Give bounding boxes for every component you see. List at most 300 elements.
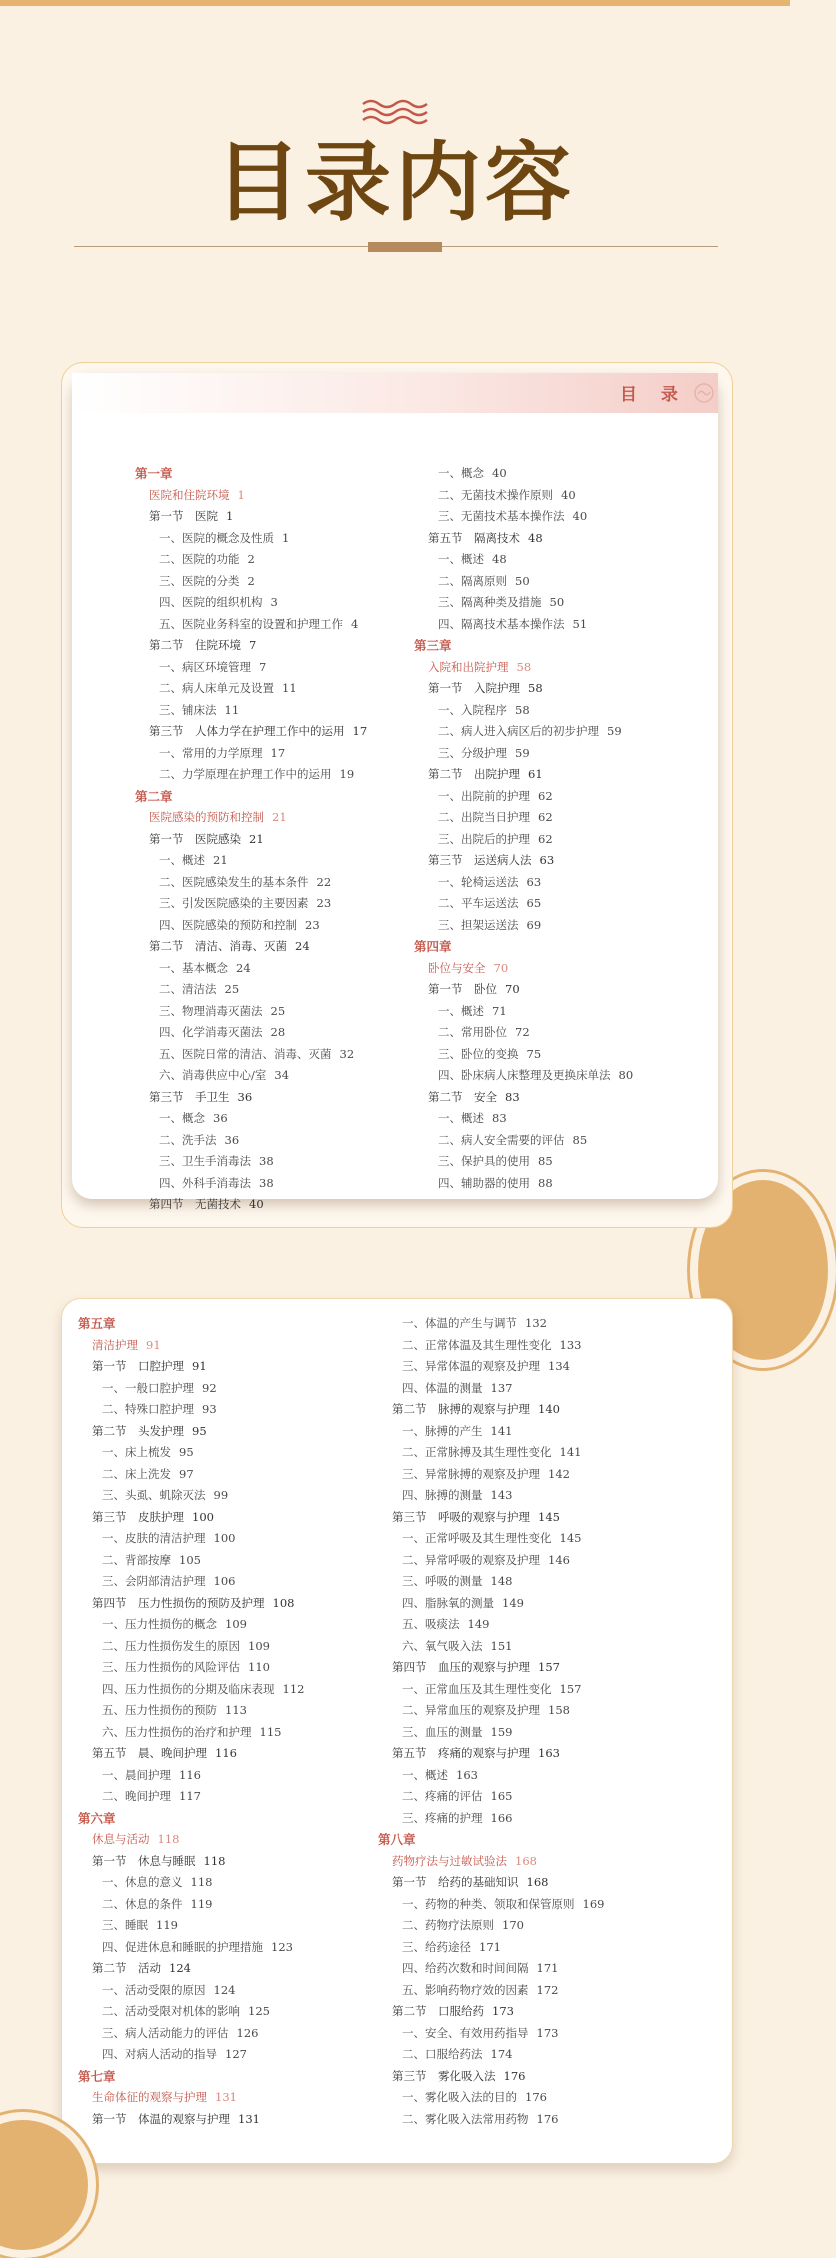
toc-page-number: 40: [249, 1197, 264, 1211]
toc-section-entry[interactable]: [78, 1958, 304, 1980]
toc-item-entry[interactable]: [378, 1722, 604, 1744]
toc-entry-text: 三、会阴部清洁护理: [102, 1574, 206, 1588]
toc-page-number: 23: [316, 896, 332, 910]
toc-item-entry[interactable]: [78, 1722, 304, 1744]
toc-page-number: 62: [538, 810, 553, 824]
toc-entry-text: 四、脂脉氧的测量: [402, 1595, 494, 1610]
toc-section-entry[interactable]: [414, 764, 633, 786]
toc-entry-text: 四、化学消毒灭菌法: [159, 1025, 263, 1039]
toc-item-entry[interactable]: [378, 1313, 604, 1335]
toc-item-entry[interactable]: [78, 1700, 304, 1722]
toc-page-number: 145: [559, 1531, 582, 1545]
toc-entry-text: 二、平车运送法: [438, 896, 519, 910]
toc-entry-text: 五、影响药物疗效的因素: [402, 1982, 529, 1997]
toc-item-entry[interactable]: [414, 549, 633, 571]
toc-item-entry[interactable]: [378, 1700, 604, 1722]
toc-item-entry[interactable]: [378, 2109, 604, 2131]
toc-item-entry[interactable]: [378, 1937, 604, 1959]
toc-item-entry[interactable]: [135, 1001, 367, 1023]
toc-entry-text: 第四节 血压的观察与护理: [392, 1660, 530, 1674]
toc-chapter-heading[interactable]: [78, 2066, 304, 2088]
toc-page-number: 99: [213, 1488, 229, 1502]
toc-entry-text: 六、压力性损伤的治疗和护理: [102, 1724, 252, 1739]
toc-section-entry[interactable]: [78, 1356, 304, 1378]
toc-item-entry[interactable]: [135, 1022, 367, 1044]
toc-entry-text: 二、无菌技术操作原则: [438, 487, 553, 502]
toc-item-entry[interactable]: [135, 678, 367, 700]
toc-entry-text: 一、安全、有效用药指导: [402, 2025, 529, 2040]
toc-chapter-heading[interactable]: [414, 635, 633, 657]
toc-entry-text: 三、医院的分类: [159, 573, 240, 588]
toc-entry-text: 一、脉搏的产生: [402, 1423, 483, 1438]
toc-entry-text: 五、压力性损伤的预防: [102, 1703, 217, 1717]
toc-item-entry[interactable]: [78, 1528, 304, 1550]
toc-entry-text: 一、压力性损伤的概念: [102, 1617, 217, 1631]
toc-page-number: 146: [548, 1552, 570, 1567]
toc-entry-text: 一、正常呼吸及其生理性变化: [402, 1531, 552, 1545]
toc-entry-text: 二、常用卧位: [438, 1025, 507, 1039]
toc-chapter-title[interactable]: [414, 958, 633, 980]
toc-entry-text: 第三节 运送病人法: [428, 853, 532, 867]
toc-item-entry[interactable]: [378, 1378, 604, 1400]
toc-section-entry[interactable]: [78, 1421, 304, 1443]
toc-entry-text: 三、疼痛的护理: [402, 1810, 483, 1825]
toc-page-number: 63: [526, 874, 542, 889]
toc-page-number: 24: [295, 939, 310, 953]
toc-column-left: [135, 463, 367, 1216]
toc-page-number: 151: [490, 1638, 513, 1653]
toc-page-number: 157: [538, 1660, 560, 1674]
toc-page-number: 93: [202, 1402, 217, 1416]
toc-section-entry[interactable]: [378, 1399, 604, 1421]
toc-item-entry[interactable]: [135, 1044, 367, 1066]
toc-page-number: 159: [490, 1724, 513, 1739]
toc-item-entry[interactable]: [414, 1108, 633, 1130]
toc-section-entry[interactable]: [135, 506, 367, 528]
toc-item-entry[interactable]: [378, 1894, 604, 1916]
toc-page-number: 172: [536, 1982, 559, 1997]
toc-entry-text: 二、背部按摩: [102, 1552, 171, 1567]
toc-page-number: 63: [539, 853, 555, 867]
toc-page-number: 119: [190, 1896, 213, 1911]
toc-item-entry[interactable]: [78, 1937, 304, 1959]
toc-entry-text: 一、一般口腔护理: [102, 1380, 194, 1395]
toc-entry-text: 三、异常体温的观察及护理: [402, 1359, 540, 1373]
toc-entry-text: 二、雾化吸入法常用药物: [402, 2111, 529, 2126]
toc-item-entry[interactable]: [78, 1485, 304, 1507]
toc-section-entry[interactable]: [378, 2001, 604, 2023]
toc-item-entry[interactable]: [78, 1571, 304, 1593]
toc-page-number: 65: [526, 896, 542, 910]
toc-entry-text: 二、异常呼吸的观察及护理: [402, 1552, 540, 1567]
toc-page-number: 149: [502, 1595, 524, 1610]
toc-entry-text: 二、病人进入病区后的初步护理: [438, 724, 599, 738]
toc-item-entry[interactable]: [414, 807, 633, 829]
toc-section-entry[interactable]: [378, 1743, 604, 1765]
toc-page-number: 91: [146, 1337, 161, 1352]
toc-page-number: 1: [226, 509, 234, 523]
toc-item-entry[interactable]: [414, 743, 633, 765]
toc-page-number: 115: [259, 1724, 282, 1739]
toc-entry-text: 一、常用的力学原理: [159, 745, 263, 760]
toc-entry-text: 第五节 晨、晚间护理: [92, 1746, 207, 1760]
toc-entry-text: 卧位与安全: [428, 960, 486, 975]
toc-item-entry[interactable]: [135, 1173, 367, 1195]
toc-page-number: 62: [538, 831, 553, 846]
toc-chapter-heading[interactable]: [378, 1829, 604, 1851]
toc-item-entry[interactable]: [135, 571, 367, 593]
toc-page-number: 28: [270, 1025, 286, 1039]
toc-item-entry[interactable]: [378, 1614, 604, 1636]
toc-chapter-title[interactable]: [378, 1851, 604, 1873]
toc-chapter-title[interactable]: [414, 657, 633, 679]
toc-section-entry[interactable]: [414, 1087, 633, 1109]
toc-page-number: 106: [213, 1574, 236, 1588]
toc-item-entry[interactable]: [135, 528, 367, 550]
toc-item-entry[interactable]: [135, 657, 367, 679]
toc-item-entry[interactable]: [378, 1765, 604, 1787]
toc-item-entry[interactable]: [414, 786, 633, 808]
toc-page-number: 158: [548, 1703, 570, 1717]
toc-item-entry[interactable]: [78, 1980, 304, 2002]
toc-entry-text: 四、对病人活动的指导: [102, 2047, 217, 2061]
toc-item-entry[interactable]: [135, 915, 367, 937]
toc-section-entry[interactable]: [378, 1872, 604, 1894]
toc-entry-text: 三、隔离种类及措施: [438, 595, 542, 609]
toc-page-number: 170: [502, 1918, 524, 1932]
toc-item-entry[interactable]: [78, 1872, 304, 1894]
toc-entry-text: 四、医院感染的预防和控制: [159, 917, 297, 932]
toc-item-entry[interactable]: [135, 743, 367, 765]
toc-item-entry[interactable]: [378, 1356, 604, 1378]
toc-page-number: 2: [247, 552, 255, 566]
toc-item-entry[interactable]: [135, 1108, 367, 1130]
toc-page-number: 95: [179, 1445, 194, 1459]
toc-item-entry[interactable]: [135, 850, 367, 872]
toc-entry-text: 三、分级护理: [438, 745, 507, 760]
toc-entry-text: 三、病人活动能力的评估: [102, 2025, 229, 2040]
toc-item-entry[interactable]: [414, 614, 633, 636]
toc-entry-text: 第三节 人体力学在护理工作中的运用: [149, 724, 345, 738]
toc-page-number: 40: [561, 487, 576, 502]
toc-item-entry[interactable]: [78, 1915, 304, 1937]
toc-item-entry[interactable]: [378, 1528, 604, 1550]
toc-page-number: 141: [490, 1423, 513, 1438]
toc-item-entry[interactable]: [414, 506, 633, 528]
toc-chapter-heading[interactable]: [414, 936, 633, 958]
toc-page-number: 92: [202, 1380, 217, 1395]
toc-page-number: 38: [259, 1154, 274, 1168]
toc-page-number: 34: [274, 1068, 290, 1082]
toc-page-number: 59: [515, 745, 530, 760]
toc-section-entry[interactable]: [78, 1743, 304, 1765]
toc-page-number: 21: [249, 831, 264, 846]
toc-entry-text: 第一节 休息与睡眠: [92, 1853, 196, 1868]
toc-entry-text: 一、病区环境管理: [159, 659, 251, 674]
toc-entry-text: 三、卫生手消毒法: [159, 1154, 251, 1168]
toc-item-entry[interactable]: [378, 1636, 604, 1658]
toc-page-number: 168: [526, 1875, 549, 1889]
toc-section-entry[interactable]: [78, 1507, 304, 1529]
toc-page-number: 124: [213, 1982, 236, 1997]
toc-entry-text: 四、卧床病人床整理及更换床单法: [438, 1068, 611, 1082]
toc-entry-text: 一、概述: [402, 1767, 448, 1782]
toc-entry-text: 第二节 清洁、消毒、灭菌: [149, 939, 287, 953]
toc-page-number: 148: [490, 1574, 513, 1588]
toc-item-entry[interactable]: [135, 614, 367, 636]
toc-item-entry[interactable]: [78, 1464, 304, 1486]
toc-item-entry[interactable]: [378, 1550, 604, 1572]
toc-page-number: 163: [456, 1767, 478, 1782]
toc-page-number: 137: [490, 1380, 513, 1395]
toc-item-entry[interactable]: [414, 1130, 633, 1152]
toc-item-entry[interactable]: [135, 592, 367, 614]
toc-section-entry[interactable]: [414, 850, 633, 872]
top-accent-bar: [0, 0, 790, 6]
toc-section-entry[interactable]: [135, 1194, 367, 1216]
toc-item-entry[interactable]: [135, 958, 367, 980]
toc-entry-text: 二、医院的功能: [159, 552, 240, 566]
toc-page-number: 83: [505, 1089, 520, 1104]
toc-page-number: 97: [179, 1466, 194, 1481]
toc-item-entry[interactable]: [135, 549, 367, 571]
toc-page-number: 62: [538, 788, 553, 803]
toc-page-number: 125: [248, 2004, 270, 2018]
toc-chapter-heading[interactable]: [78, 1313, 304, 1335]
toc-chapter-title[interactable]: [78, 2087, 304, 2109]
toc-column-right: [378, 1313, 604, 2130]
toc-chapter-title[interactable]: [78, 1829, 304, 1851]
toc-item-entry[interactable]: [414, 700, 633, 722]
toc-item-entry[interactable]: [78, 2001, 304, 2023]
toc-item-entry[interactable]: [78, 1786, 304, 1808]
toc-item-entry[interactable]: [378, 2087, 604, 2109]
toc-page-number: 40: [492, 466, 507, 480]
toc-item-entry[interactable]: [78, 1894, 304, 1916]
toc-item-entry[interactable]: [78, 1399, 304, 1421]
toc-item-entry[interactable]: [378, 1485, 604, 1507]
toc-page-number: 141: [559, 1445, 582, 1459]
toc-page-number: 7: [259, 659, 267, 674]
toc-item-entry[interactable]: [378, 1335, 604, 1357]
toc-item-entry[interactable]: [78, 1679, 304, 1701]
toc-page-number: 23: [305, 917, 320, 932]
toc-item-entry[interactable]: [414, 721, 633, 743]
toc-item-entry[interactable]: [378, 1421, 604, 1443]
toc-entry-text: 三、保护具的使用: [438, 1154, 530, 1168]
toc-item-entry[interactable]: [414, 463, 633, 485]
toc-page-number: 100: [213, 1531, 236, 1545]
toc-entry-text: 第七章: [78, 2068, 116, 2084]
toc-section-entry[interactable]: [414, 979, 633, 1001]
toc-item-entry[interactable]: [414, 915, 633, 937]
toc-entry-text: 二、出院当日护理: [438, 810, 530, 824]
toc-entry-text: 二、异常血压的观察及护理: [402, 1703, 540, 1717]
toc-item-entry[interactable]: [78, 1614, 304, 1636]
toc-item-entry[interactable]: [378, 1915, 604, 1937]
toc-entry-text: 一、体温的产生与调节: [402, 1316, 517, 1330]
toc-entry-text: 第四章: [414, 939, 452, 954]
toc-section-entry[interactable]: [78, 1593, 304, 1615]
toc-item-entry[interactable]: [378, 1808, 604, 1830]
toc-entry-text: 三、无菌技术基本操作法: [438, 509, 565, 523]
toc-item-entry[interactable]: [135, 764, 367, 786]
toc-item-entry[interactable]: [378, 2023, 604, 2045]
toc-page-number: 22: [316, 874, 332, 889]
toc-entry-text: 第八章: [378, 1832, 416, 1847]
toc-page-number: 58: [528, 681, 543, 695]
toc-entry-text: 第五章: [78, 1316, 116, 1331]
toc-page-number: 124: [169, 1961, 191, 1975]
toc-item-entry[interactable]: [414, 872, 633, 894]
toc-item-entry[interactable]: [414, 1151, 633, 1173]
toc-page-number: 110: [248, 1660, 270, 1674]
toc-item-entry[interactable]: [378, 1679, 604, 1701]
toc-page-number: 61: [528, 767, 543, 781]
toc-page-number: 173: [536, 2025, 559, 2040]
toc-item-entry[interactable]: [414, 829, 633, 851]
toc-section-entry[interactable]: [378, 2066, 604, 2088]
toc-entry-text: 一、概述: [438, 1003, 484, 1018]
toc-item-entry[interactable]: [414, 1001, 633, 1023]
toc-entry-text: 一、休息的意义: [102, 1875, 183, 1889]
toc-entry-text: 四、医院的组织机构: [159, 595, 263, 609]
toc-page-number: 21: [213, 853, 228, 867]
toc-entry-text: 三、睡眠: [102, 1918, 148, 1932]
toc-entry-text: 三、卧位的变换: [438, 1046, 519, 1061]
toc-section-entry[interactable]: [135, 936, 367, 958]
toc-item-entry[interactable]: [378, 1958, 604, 1980]
toc-entry-text: 六、消毒供应中心/室: [159, 1068, 267, 1082]
toc-item-entry[interactable]: [378, 1464, 604, 1486]
toc-page-number: 176: [536, 2111, 559, 2126]
toc-item-entry[interactable]: [414, 592, 633, 614]
toc-chapter-title[interactable]: [135, 485, 367, 507]
toc-section-entry[interactable]: [378, 1657, 604, 1679]
toc-item-entry[interactable]: [414, 1065, 633, 1087]
toc-entry-text: 第一节 卧位: [428, 982, 497, 996]
toc-entry-text: 休息与活动: [92, 1832, 150, 1846]
toc-entry-text: 二、药物疗法原则: [402, 1918, 494, 1932]
toc-item-entry[interactable]: [78, 2023, 304, 2045]
toc-entry-text: 第二节 出院护理: [428, 767, 520, 781]
toc-item-entry[interactable]: [135, 1130, 367, 1152]
toc-item-entry[interactable]: [78, 1442, 304, 1464]
toc-item-entry[interactable]: [414, 893, 633, 915]
toc-entry-text: 三、引发医院感染的主要因素: [159, 896, 309, 910]
toc-entry-text: 三、异常脉搏的观察及护理: [402, 1466, 540, 1481]
toc-entry-text: 一、药物的种类、领取和保管原则: [402, 1896, 575, 1911]
toc-entry-text: 第五节 疼痛的观察与护理: [392, 1746, 530, 1760]
toc-entry-text: 六、氧气吸入法: [402, 1638, 483, 1653]
toc-page-number: 145: [538, 1509, 560, 1524]
toc-entry-text: 三、担架运送法: [438, 917, 519, 932]
toc-page-number: 48: [528, 530, 543, 545]
toc-item-entry[interactable]: [414, 485, 633, 507]
toc-item-entry[interactable]: [78, 1657, 304, 1679]
toc-section-entry[interactable]: [135, 635, 367, 657]
toc-item-entry[interactable]: [78, 1378, 304, 1400]
toc-section-entry[interactable]: [135, 1087, 367, 1109]
toc-item-entry[interactable]: [378, 1980, 604, 2002]
toc-item-entry[interactable]: [378, 1442, 604, 1464]
toc-page-number: 36: [237, 1089, 253, 1104]
toc-item-entry[interactable]: [78, 2044, 304, 2066]
toc-item-entry[interactable]: [378, 1571, 604, 1593]
toc-item-entry[interactable]: [135, 700, 367, 722]
toc-section-entry[interactable]: [78, 2109, 304, 2131]
toc-page-number: 134: [548, 1359, 570, 1373]
toc-item-entry[interactable]: [135, 1151, 367, 1173]
toc-page-number: 48: [492, 552, 507, 566]
toc-section-entry[interactable]: [414, 528, 633, 550]
toc-chapter-title[interactable]: [135, 807, 367, 829]
toc-section-entry[interactable]: [414, 678, 633, 700]
toc-chapter-heading[interactable]: [135, 786, 367, 808]
toc-page-number: 88: [538, 1175, 553, 1190]
toc-page-number: 118: [190, 1875, 213, 1889]
toc-item-entry[interactable]: [135, 893, 367, 915]
toc-card-1: [72, 373, 718, 1211]
toc-page-number: 70: [505, 982, 520, 996]
toc-entry-text: 二、力学原理在护理工作中的运用: [159, 767, 332, 781]
toc-page-number: 1: [282, 530, 290, 545]
toc-entry-text: 五、医院日常的清洁、消毒、灭菌: [159, 1046, 332, 1061]
toc-item-entry[interactable]: [414, 571, 633, 593]
toc-page-number: 109: [225, 1617, 247, 1631]
toc-item-entry[interactable]: [378, 1786, 604, 1808]
toc-item-entry[interactable]: [135, 1065, 367, 1087]
toc-page-number: 38: [259, 1175, 274, 1190]
toc-entry-text: 四、隔离技术基本操作法: [438, 616, 565, 631]
toc-chapter-title[interactable]: [78, 1335, 304, 1357]
toc-page-number: 171: [479, 1939, 501, 1954]
toc-item-entry[interactable]: [78, 1636, 304, 1658]
toc-item-entry[interactable]: [78, 1550, 304, 1572]
toc-item-entry[interactable]: [78, 1765, 304, 1787]
toc-chapter-heading[interactable]: [135, 463, 367, 485]
toc-item-entry[interactable]: [135, 872, 367, 894]
toc-page-number: 116: [215, 1746, 237, 1760]
toc-item-entry[interactable]: [414, 1173, 633, 1195]
toc-page-number: 173: [492, 2004, 514, 2018]
toc-section-entry[interactable]: [135, 721, 367, 743]
toc-entry-text: 三、呼吸的测量: [402, 1574, 483, 1588]
toc-page-number: 157: [559, 1681, 582, 1696]
toc-entry-text: 第三章: [414, 638, 452, 653]
toc-entry-text: 二、晚间护理: [102, 1789, 171, 1803]
toc-item-entry[interactable]: [378, 2044, 604, 2066]
toc-item-entry[interactable]: [135, 979, 367, 1001]
toc-item-entry[interactable]: [414, 1022, 633, 1044]
toc-page-number: 50: [515, 573, 530, 588]
toc-item-entry[interactable]: [414, 1044, 633, 1066]
toc-entry-text: 一、医院的概念及性质: [159, 530, 274, 545]
toc-page-number: 36: [224, 1132, 240, 1147]
toc-card-2: [61, 1298, 733, 2164]
toc-page-number: 80: [618, 1068, 634, 1082]
toc-entry-text: 二、洗手法: [159, 1132, 217, 1147]
toc-chapter-heading[interactable]: [78, 1808, 304, 1830]
toc-entry-text: 第一节 入院护理: [428, 681, 520, 695]
toc-item-entry[interactable]: [378, 1593, 604, 1615]
toc-section-entry[interactable]: [135, 829, 367, 851]
toc-section-entry[interactable]: [78, 1851, 304, 1873]
cloud-ornament-icon: [692, 381, 716, 405]
toc-entry-text: 第二节 头发护理: [92, 1423, 184, 1438]
toc-section-entry[interactable]: [378, 1507, 604, 1529]
toc-page-number: 117: [179, 1789, 201, 1803]
